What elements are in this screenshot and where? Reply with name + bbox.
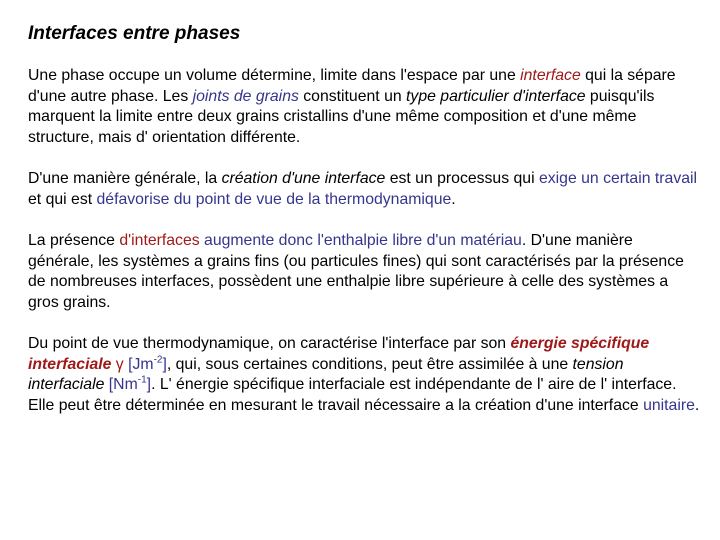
slide-title: Interfaces entre phases (28, 23, 241, 44)
term-energie-specifique: énergie spécifique interfaciale (28, 335, 650, 373)
term-joints-de-grains: joints de grains (192, 87, 299, 105)
term-unitaire: unitaire (643, 396, 695, 414)
unit-nm-exponent: -1 (137, 374, 147, 386)
p1-text-2: qui la sépare d'une autre phase. Les (28, 67, 676, 105)
term-tension-interfaciale: tension interfaciale (28, 355, 624, 393)
unit-jm-open: [Jm (123, 355, 154, 373)
paragraph-2 (28, 169, 700, 210)
unit-jm-exponent: -2 (153, 354, 163, 366)
term-augmente-enthalpie: augmente donc l'enthalpie libre d'un matériau (199, 232, 522, 249)
p4-text-1: Du point de vue thermodynamique, on caractérise l'interface par son (28, 335, 511, 352)
symbol-gamma: γ (111, 355, 124, 373)
p4-text-4: . (694, 396, 700, 414)
unit-nm-close: ] (146, 376, 152, 393)
term-interfaces: d'interfaces (119, 232, 200, 249)
p4-text-3: . L' énergie spécifique interfaciale est indépendante de l' aire de l' interface. Elle peut être déterminée en mesurant le travail nécessaire a la création d'une interface (28, 376, 677, 414)
p3-text-2: . D'une manière générale, les systèmes a grains fins (ou particules fines) qui sont caractérisés par la présence de nombreuses interfaces, possèdent une enthalpie libre supérieure à celle des systèmes a gros grains. (28, 232, 684, 311)
p2-text-4: . (451, 190, 456, 208)
term-creation-interface: création d'une interface (221, 170, 386, 187)
p2-text-2: est un processus qui (385, 170, 539, 187)
p1-text-3: constituent un (298, 87, 407, 105)
paragraph-4 (28, 334, 700, 416)
p3-text-1: La présence (28, 232, 120, 249)
unit-jm-close: ] (162, 355, 167, 373)
p1-text-1: Une phase occupe un volume détermine, limite dans l'espace par une (28, 67, 521, 84)
p4-text-2: , qui, sous certaines conditions, peut être assimilée à une (166, 355, 573, 373)
paragraph-1 (28, 66, 700, 148)
paragraph-3 (28, 231, 700, 313)
term-interface: interface (520, 67, 581, 84)
slide (28, 22, 700, 437)
p1-text-4: puisqu'ils marquent la limite entre deux grains cristallins d'une même composition et d'une même structure, mais d' orientation différente. (28, 87, 655, 146)
term-type-particulier: type particulier d'interface (406, 87, 586, 105)
p2-text-3: et qui est (28, 190, 97, 208)
unit-nm-open: [Nm (104, 376, 138, 393)
term-defavorise: défavorise du point de vue de la thermodynamique (96, 190, 452, 208)
p2-text-1: D'une manière générale, la (28, 170, 222, 187)
term-exige-travail: exige un certain travail (538, 170, 698, 187)
